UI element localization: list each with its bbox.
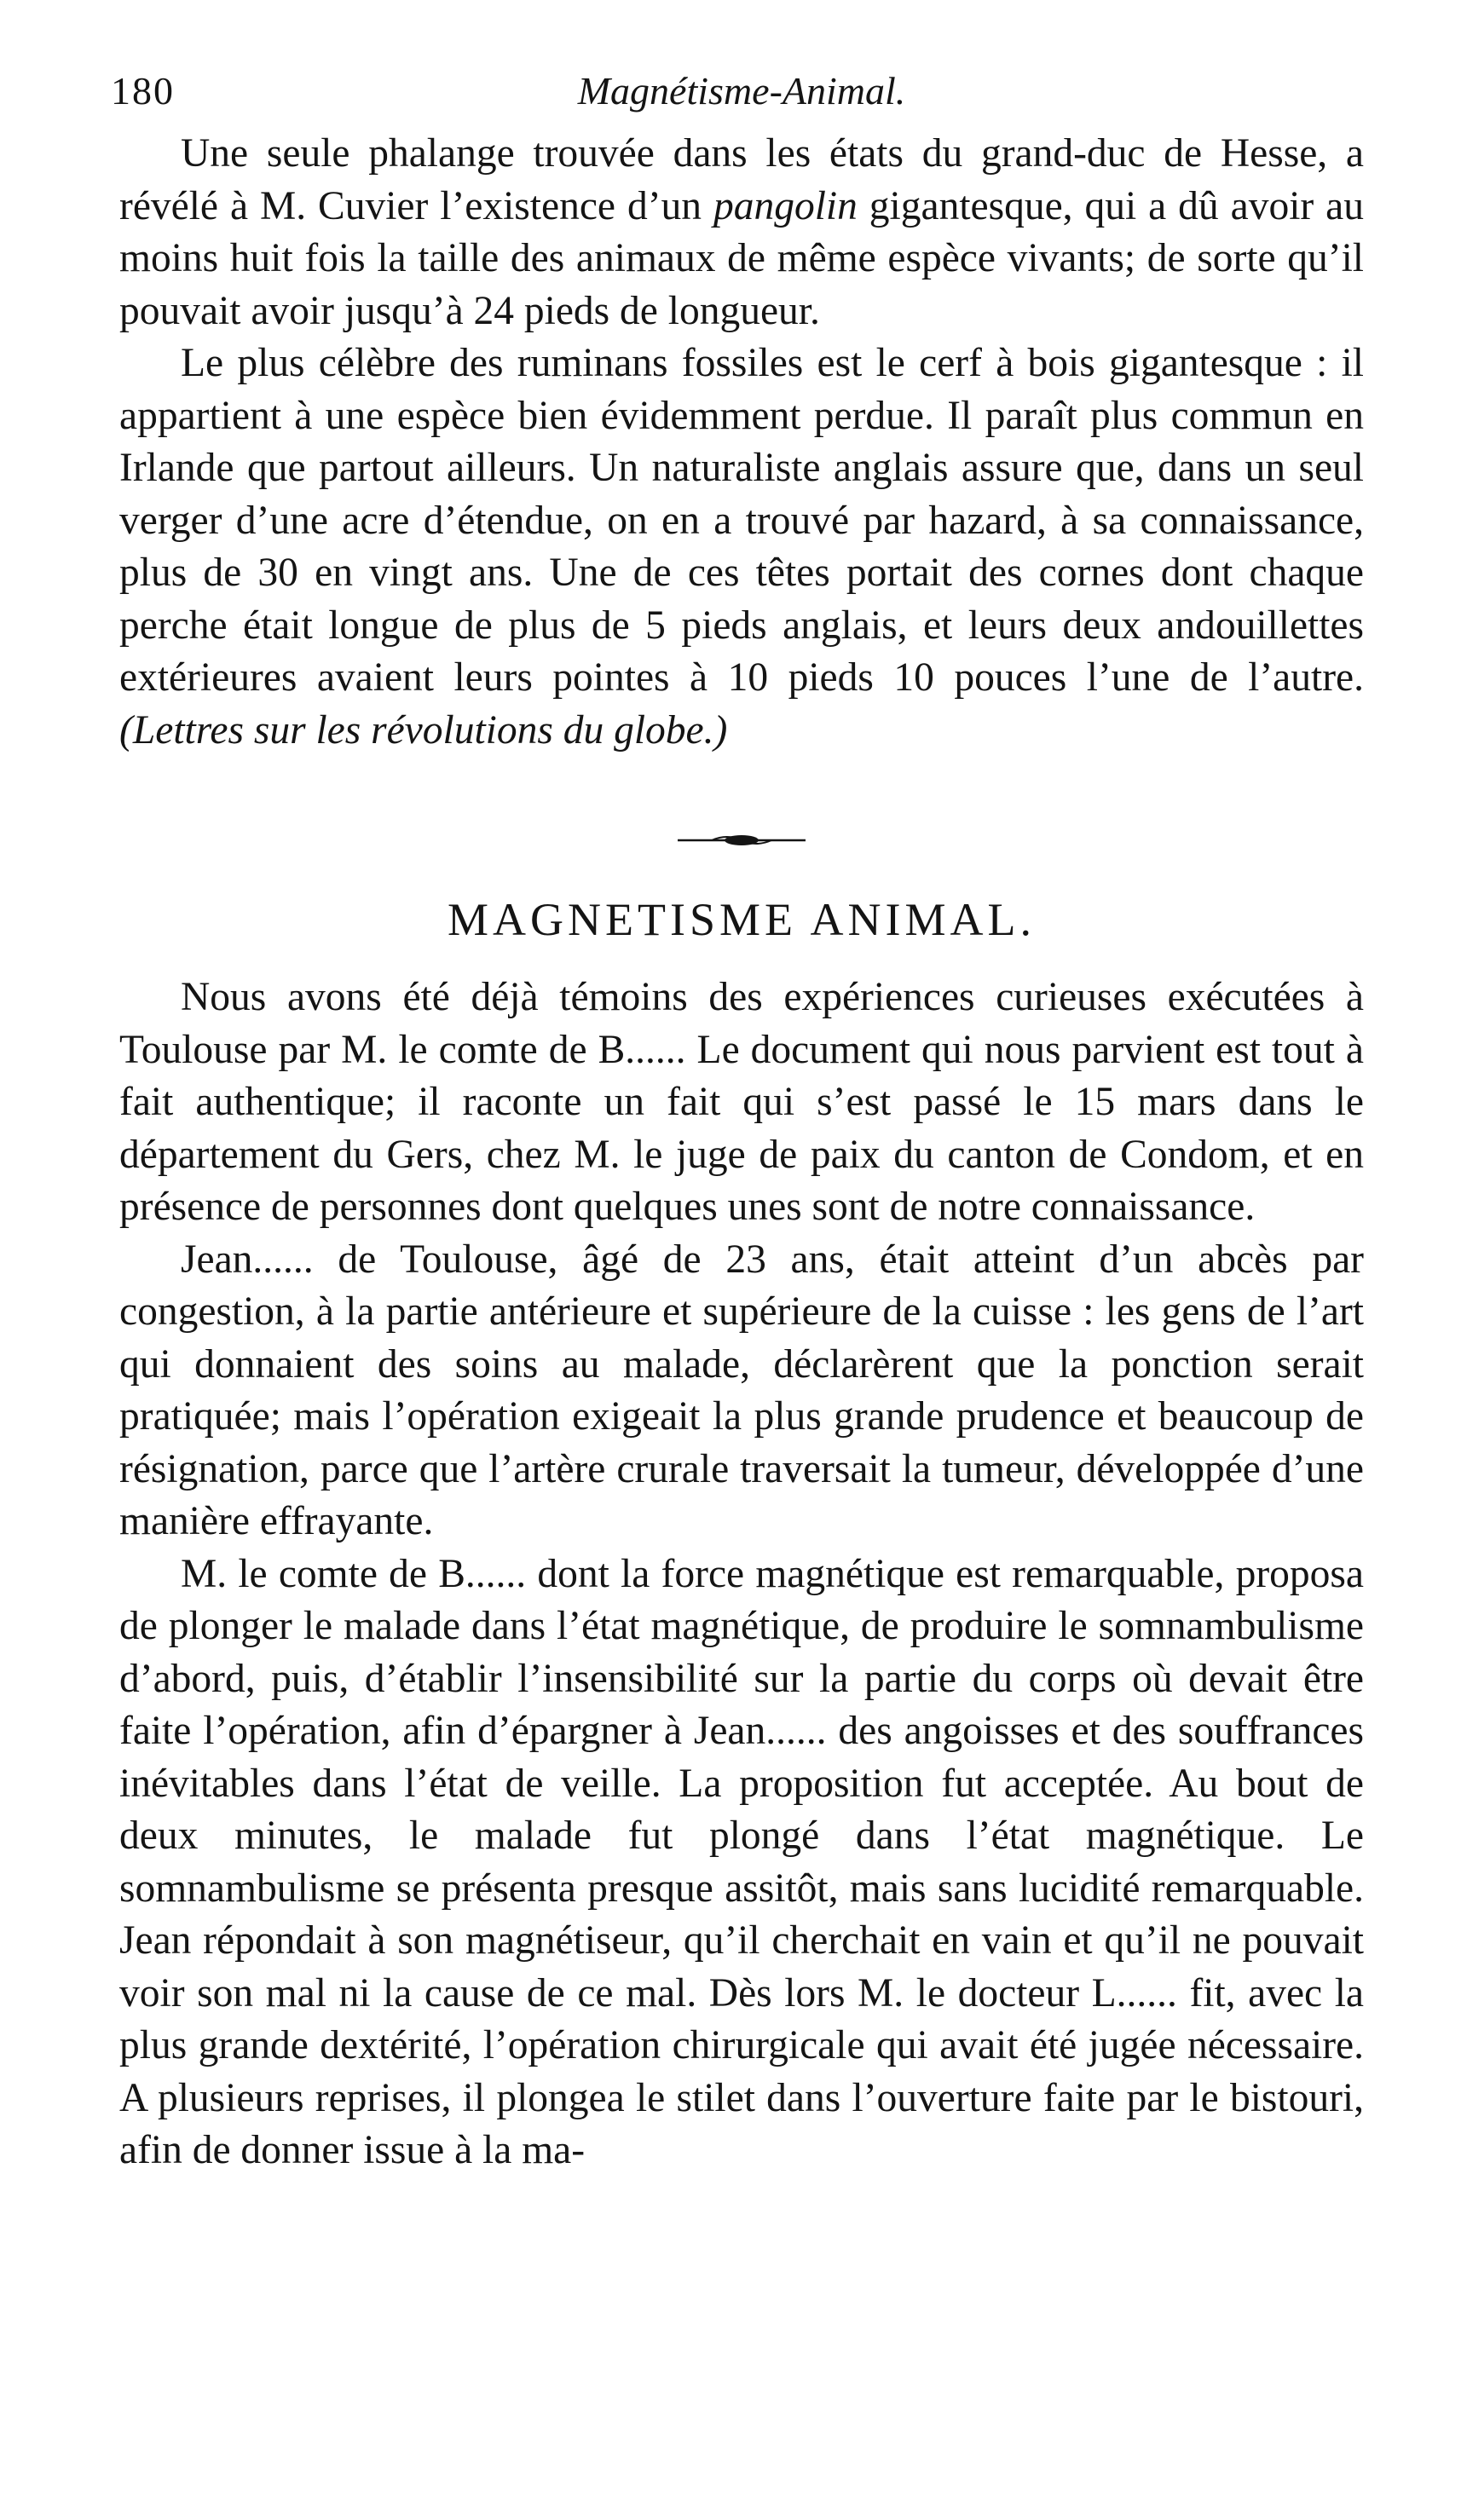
paragraph-pangolin xyxy=(119,128,1364,337)
running-head xyxy=(111,60,1364,128)
source-citation-text: (Lettres sur les révolutions du globe.) xyxy=(119,707,728,753)
paragraph-toulouse-experiments: Nous avons été déjà témoins des expériences curieuses exécutées à Toulouse par M. le comte de B...... Le document qui nous parvient est tout à fait authentique; il raconte un fait qui s’est passé le 15 mars dans le département du Gers, chez M. le juge de paix du canton de Condom, et en présence de personnes dont quelques unes sont de notre connaissance. xyxy=(119,975,1364,1229)
paragraph-operation: M. le comte de B...... dont la force magnétique est remarquable, proposa de plonger le malade dans l’état magnétique, de produire le somnambulisme d’abord, puis, d’établir l’insensibilité sur la partie du corps où devait être faite l’opération, afin d’épargner à Jean...... des angoisses et des souffrances inévitables dans l’état de veille. La proposition fut acceptée. Au bout de deux minutes, le malade fut plongé dans l’état magnétique. Le somnambulisme se présenta presque assitôt, mais sans lucidité remarquable. Jean répondait à son magnétiseur, qu’il cherchait en vain et qu’il ne pouvait voir son mal ni la cause de ce mal. Dès lors M. le docteur L...... fit, avec la plus grande dextérité, l’opération chirurgicale qui avait été jugée nécessaire. A plusieurs reprises, il plongea le stilet dans l’ouverture faite par le bistouri, afin de donner issue à la ma- xyxy=(119,1551,1364,2172)
section-divider-ornament xyxy=(678,832,806,849)
article-fossils xyxy=(119,128,1364,757)
paragraph-jean-abscess: Jean...... de Toulouse, âgé de 23 ans, était atteint d’un abcès par congestion, à la partie antérieure et supérieure de la cuisse : les gens de l’art qui donnaient des soins au malade, déclarèrent que la ponction serait pratiquée; mais l’opération exigeait la plus grande prudence et beaucoup de résignation, parce que l’artère crurale traversait la tumeur, développée d’une manière effrayante. xyxy=(119,1237,1364,1543)
page-number: 180 xyxy=(111,69,175,112)
paragraph-pangolin-before: Une seule phalange trouvée dans les états du grand-duc de Hesse, a révélé à M. Cuvier l’existence d’un xyxy=(119,131,1364,228)
source-citation xyxy=(119,708,727,753)
paragraph-giant-deer-text: Le plus célèbre des ruminans fossiles est le cerf à bois gigantesque : il appartient à une espèce bien évidemment perdue. Il paraît plus commun en Irlande que partout ailleurs. Un naturaliste anglais assure que, dans un seul verger d’une acre d’étendue, on en a trouvé par hazard, à sa connaissance, plus de 30 en vingt ans. Une de ces têtes portait des cornes dont chaque perche était longue de plus de 5 pieds anglais, et leurs deux andouillettes extérieures avaient leurs pointes à 10 pieds 10 pouces l’une de l’autre. xyxy=(119,341,1364,700)
paragraph-pangolin-after: gigantesque, qui a dû avoir au moins huit fois la taille des animaux de même espèce vivants; de sorte qu’il pouvait avoir jusqu’à 24 pieds de longueur. xyxy=(119,183,1364,333)
running-title: Magnétisme-Animal. xyxy=(577,69,906,112)
section-heading: MAGNETISME ANIMAL. xyxy=(448,894,1036,945)
paragraph-giant-deer xyxy=(119,337,1364,757)
book-page xyxy=(111,60,1364,2177)
article-animal-magnetism xyxy=(119,972,1364,2177)
pangolin-word: pangolin xyxy=(713,183,858,228)
